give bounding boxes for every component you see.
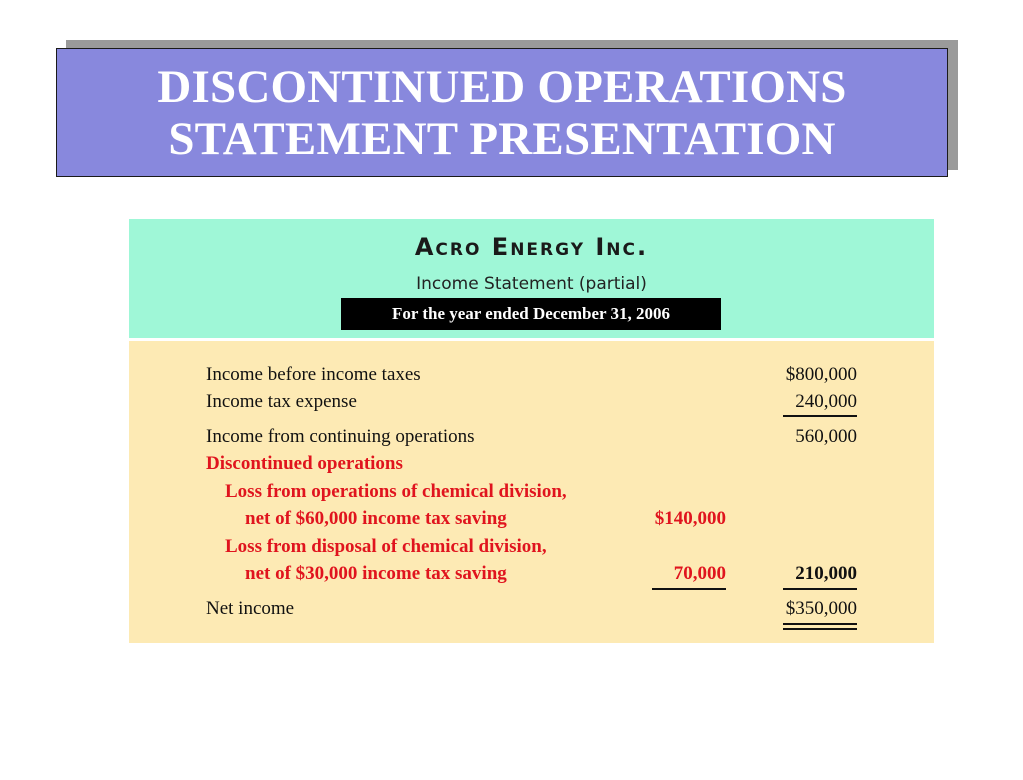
row-discontinued-header [129, 450, 934, 477]
row-amount: $800,000 [785, 364, 857, 385]
mid-column-rule [652, 588, 726, 590]
row-label: net of $30,000 income tax saving [245, 563, 507, 584]
statement-header [129, 219, 934, 338]
row-label: Net income [206, 598, 295, 619]
row-loss-operations-2 [129, 505, 934, 532]
company-name: Acro Energy Inc. [414, 233, 649, 261]
row-label: net of $60,000 income tax saving [245, 508, 507, 529]
subtotal-rule-2 [783, 588, 857, 590]
row-income-tax-expense [129, 388, 934, 415]
double-rule-bottom [783, 628, 857, 630]
statement-period: For the year ended December 31, 2006 [341, 298, 721, 330]
row-income-before-taxes [129, 361, 934, 388]
title-line-2: STATEMENT PRESENTATION [168, 112, 836, 165]
row-amount: 240,000 [795, 391, 857, 412]
row-loss-operations-1 [129, 478, 934, 505]
row-label: Income tax expense [206, 391, 357, 412]
row-amount: 210,000 [795, 563, 857, 584]
double-rule-top [783, 623, 857, 625]
row-label: Income before income taxes [206, 364, 421, 385]
row-net-income [129, 595, 934, 622]
statement-subtitle: Income Statement (partial) [416, 274, 647, 294]
title-box [56, 48, 948, 177]
row-amount: 560,000 [795, 426, 857, 447]
row-mid-amount: $140,000 [654, 508, 726, 529]
statement-body [129, 341, 934, 643]
row-label: Loss from operations of chemical division, [225, 481, 567, 502]
title-line-1: DISCONTINUED OPERATIONS [157, 60, 847, 113]
subtotal-rule [783, 415, 857, 417]
row-loss-disposal-1 [129, 533, 934, 560]
row-label: Discontinued operations [206, 453, 403, 474]
row-label: Income from continuing operations [206, 426, 475, 447]
row-loss-disposal-2 [129, 560, 934, 587]
row-mid-amount: 70,000 [673, 563, 726, 584]
row-income-continuing [129, 423, 934, 450]
row-label: Loss from disposal of chemical division, [225, 536, 547, 557]
row-amount: $350,000 [785, 598, 857, 619]
